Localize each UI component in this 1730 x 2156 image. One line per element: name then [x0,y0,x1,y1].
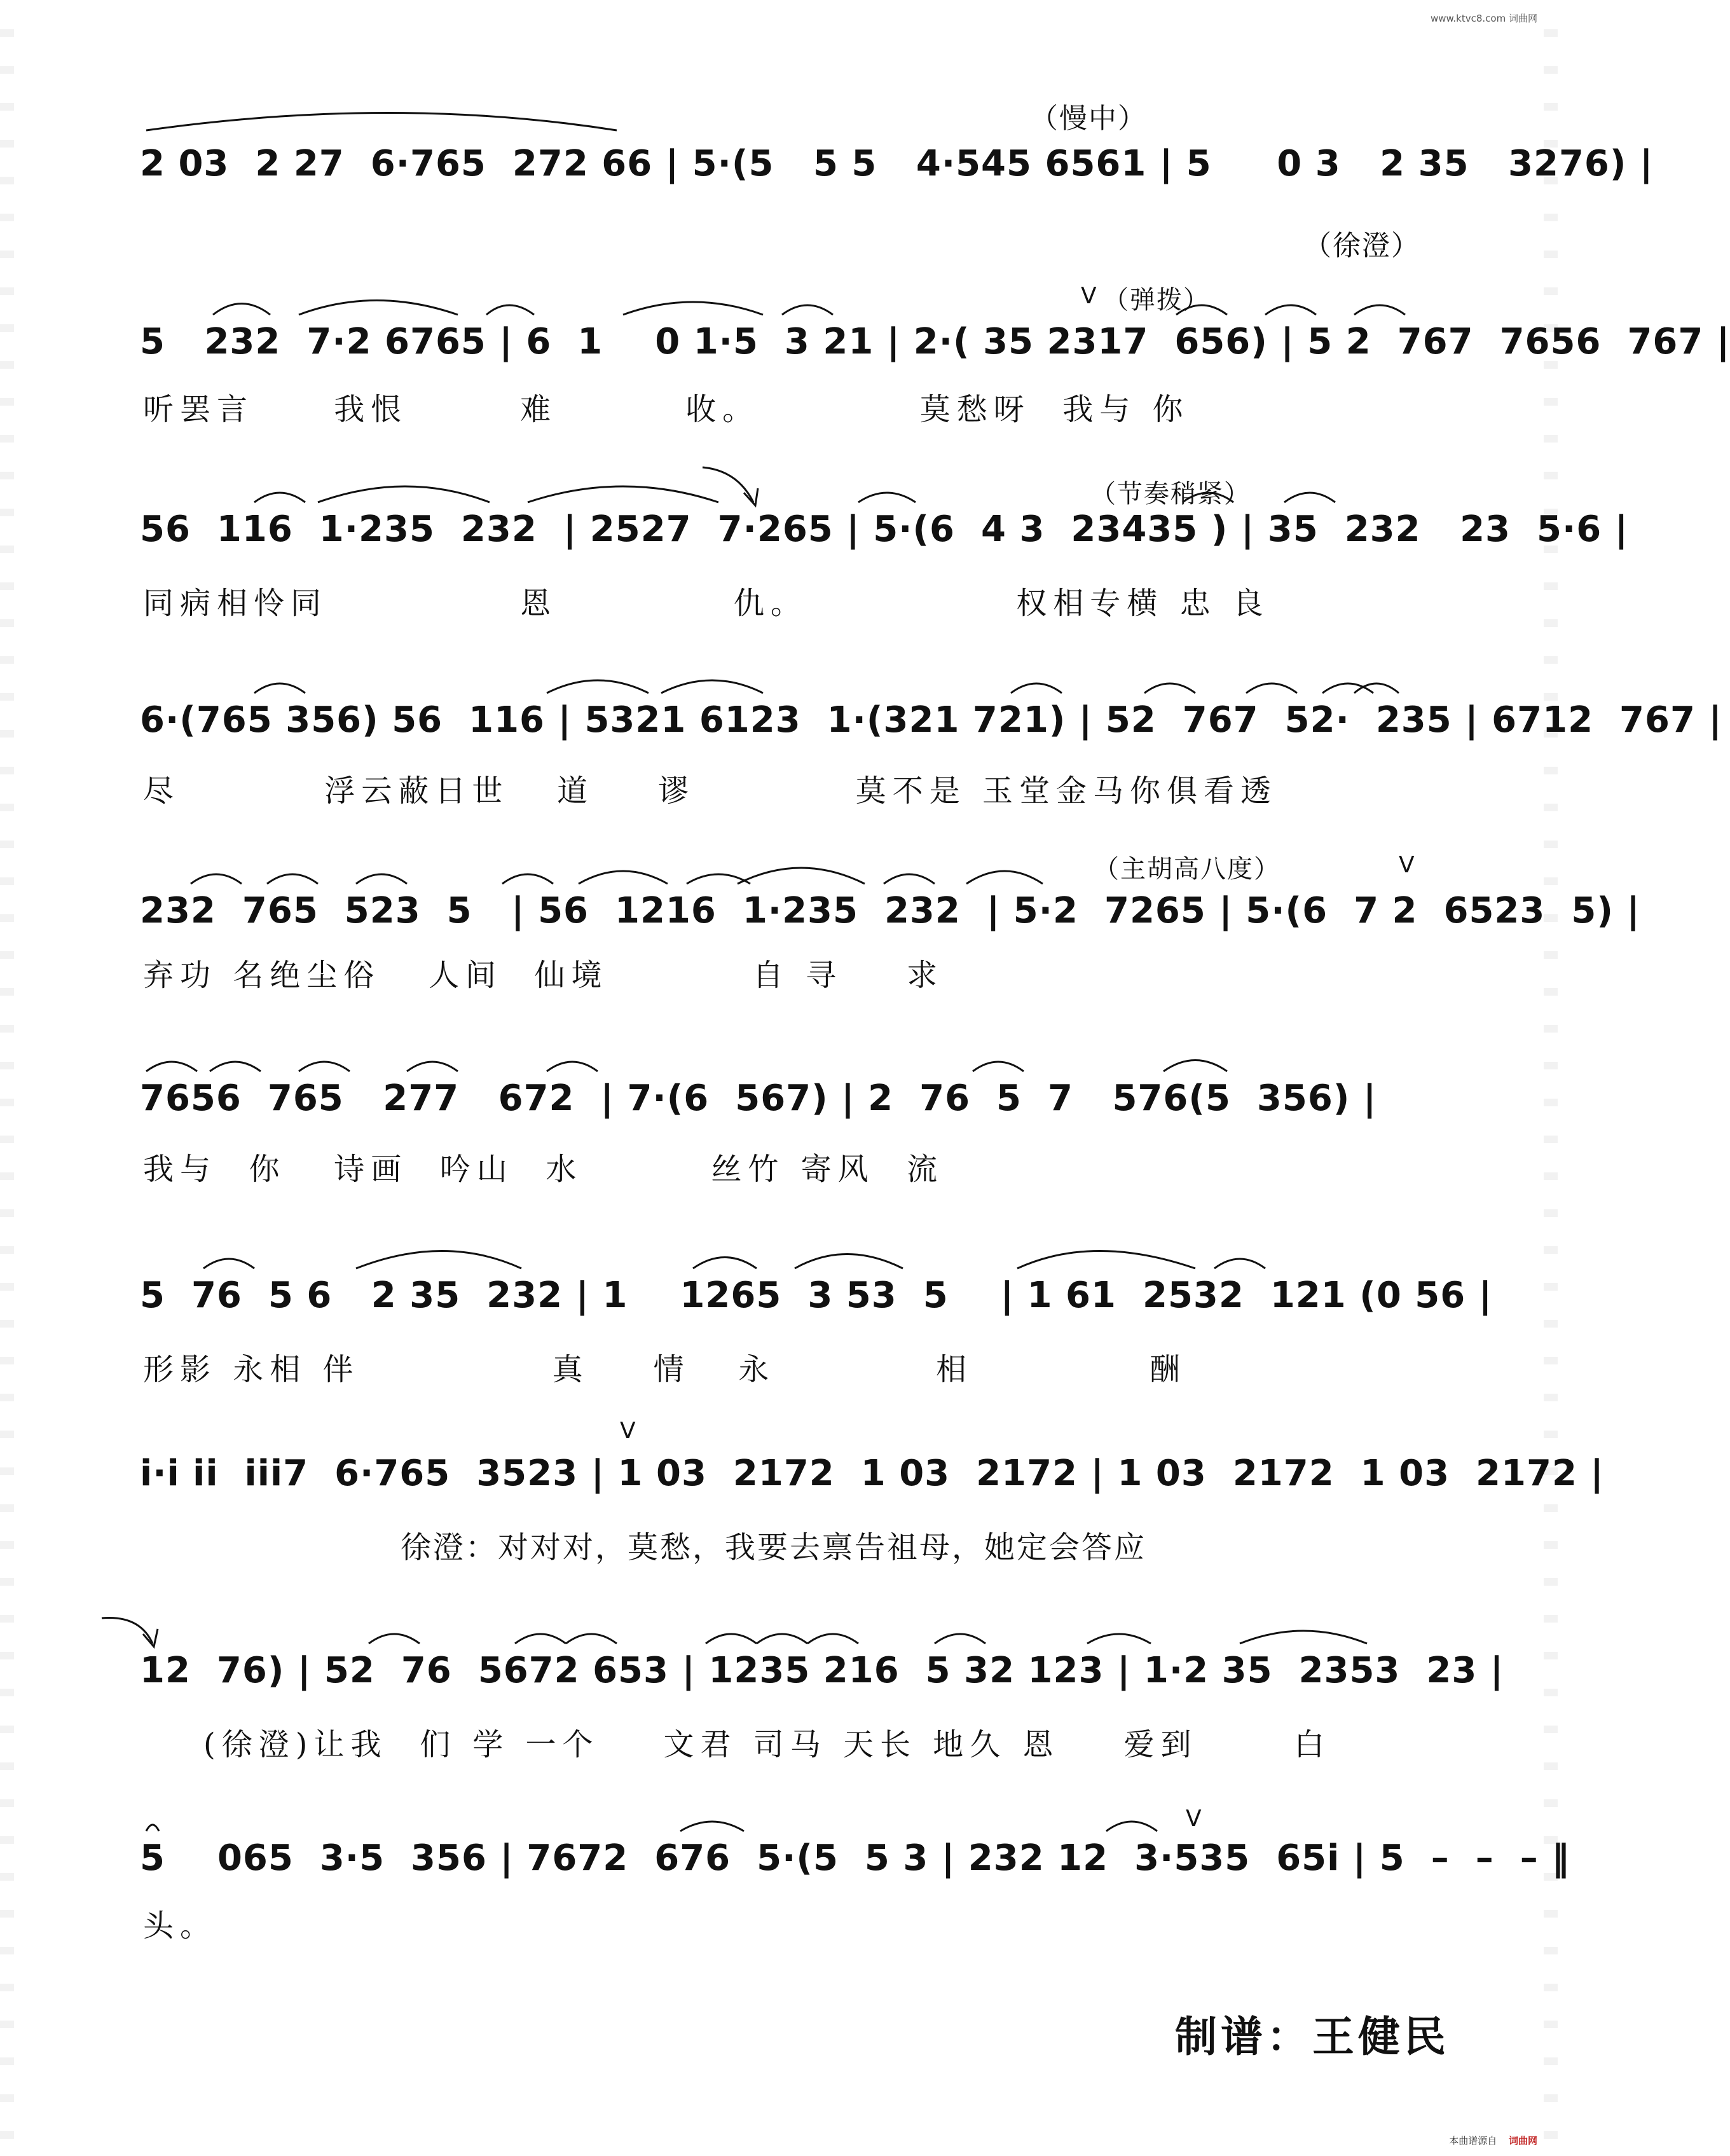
slur-arc [547,1062,598,1071]
slur-arc [210,1062,261,1071]
notation-line-3: 56 116 1·235 232 | 2527 7·265 | 5·(6 4 3 23435 ) | 35 232 23 5·6 | [140,509,1629,550]
slur-arc [515,1634,566,1644]
slur-arc [738,868,865,884]
slur-arc [680,1822,744,1831]
slur-arc [203,1259,254,1268]
lyric-line-2: 听罢言 我恨 难 收。 莫愁呀 我与 你 [143,392,1190,427]
slur-arc [623,302,763,315]
notation-line-5: 232 765 523 5 | 56 1216 1·235 232 | 5·2 7265 | 5·(6 7 2 6523 5) | [140,890,1640,931]
slur-arc [486,305,534,315]
lyric-line-3: 同病相怜同 恩 仇。 权相专横 忠 良 [143,586,1270,621]
slur-arc [254,493,305,502]
notation-line-6: 7656 765 277 672 | 7·(6 567) | 2 76 5 7 576(5 356) | [140,1078,1377,1119]
tempo-marking-tighter: （节奏稍紧） [1090,479,1251,509]
slur-arc [254,683,305,693]
transcriber-credit: 制谱：王健民 [1175,2012,1450,2061]
slur-arc [1265,305,1316,315]
slur-arc [356,1251,521,1269]
breath-mark: V [1186,1806,1203,1832]
slur-arc [356,874,407,884]
slur-arc [1354,683,1399,693]
lyric-line-7: 形影 永相 伴 真 情 永 相 酬 [143,1352,1186,1387]
slur-arc [1144,683,1195,693]
slur-arc [782,305,833,315]
arrow-marks [102,467,758,1647]
slur-arc [1176,305,1227,315]
watermark-url: www.ktvc8.com [1430,13,1506,24]
slur-arc [1164,1061,1227,1072]
slur-arc [146,113,617,131]
slur-arc [267,874,318,884]
slur-arc [547,680,649,693]
slur-arc [299,1062,350,1071]
slur-arc [807,1634,858,1644]
slur-arc [191,874,242,884]
notation-line-9: 12 76) | 52 76 5672 653 | 1235 216 5 32 123 | 1·2 35 2353 23 | [140,1650,1504,1691]
slur-arc [1087,1634,1151,1644]
slur-arc [369,1634,420,1644]
tempo-marking-slow: （慢中） [1030,102,1147,135]
footer-source-text: 本曲谱源自 [1449,2135,1497,2146]
slur-arc [858,493,916,502]
lyric-line-5: 弃功 名绝尘俗 人间 仙境 自 寻 求 [143,958,944,993]
slur-arc [1106,1822,1157,1831]
lyric-line-6: 我与 你 诗画 吟山 水 丝竹 寄风 流 [143,1151,944,1187]
instrument-marking-erhu-octave: （主胡高八度） [1094,855,1280,884]
slur-arc [146,1825,159,1831]
breath-mark: V [1399,852,1416,878]
slur-arc [1354,305,1405,315]
role-marking-xucheng: （徐澄） [1303,230,1420,262]
footer-source [1449,2134,1537,2147]
watermark-site: 词曲网 [1508,13,1537,24]
slur-arc [966,871,1043,884]
spoken-dialogue-line: 徐澄：对对对，莫愁，我要去禀告祖母，她定会答应 [401,1530,1147,1565]
lyric-line-4: 尽 浮云蔽日世 道 谬 莫不是 玉堂金马你俱看透 [143,773,1277,809]
slur-arc [757,1634,807,1644]
slur-arc [1017,1251,1195,1269]
footer-site-name: 词曲网 [1508,2135,1537,2146]
notation-line-4: 6·(765 356) 56 116 | 5321 6123 1·(321 721) | 52 767 52· 235 | 6712 767 | [140,699,1722,741]
notation-line-10: 5 065 3·5 356 | 7672 676 5·(5 5 3 | 232 12 3·535 65i | 5 – – – ‖ [140,1837,1570,1879]
slur-arc [318,486,490,502]
slur-arc [973,1062,1024,1071]
slur-arc [566,1634,617,1644]
slur-arc [935,1634,985,1644]
notation-line-1: 2 03 2 27 6·765 272 66 | 5·(5 5 5 4·545 6561 | 5 0 3 2 35 3276) | [140,143,1654,184]
lyric-line-10: 头。 [143,1908,217,1944]
lyric-line-9: (徐澄)让我 们 学 一个 文君 司马 天长 地久 恩 爱到 白 [203,1727,1331,1762]
slur-arc [706,1634,757,1644]
breath-mark: V [1081,283,1098,309]
notation-line-8: i·i ii iii7 6·765 3523 | 1 03 2172 1 03 2172 | 1 03 2172 1 03 2172 | [140,1453,1604,1494]
slur-arc [528,486,718,502]
breath-mark: V [620,1418,637,1444]
slur-arc [1214,1259,1265,1268]
slur-arc [1183,493,1233,502]
slur-arc [502,874,553,884]
slur-arc [146,1062,197,1071]
slur-arc [1246,683,1297,693]
arrow-curve [703,467,753,502]
slur-arc [213,304,270,315]
slur-arc [299,301,458,315]
slur-arc [1284,493,1335,502]
arrow-curve [102,1618,153,1644]
slur-arc [1240,1631,1367,1644]
slur-arc [407,1062,458,1071]
slur-arc [1011,683,1062,693]
slur-arc [884,874,935,884]
slur-arc [661,680,763,693]
notation-line-7: 5 76 5 6 2 35 232 | 1 1265 3 53 5 | 1 61 2532 121 (0 56 | [140,1275,1493,1316]
slur-arc [579,871,668,884]
slur-arc [795,1254,903,1269]
slur-arc [693,1258,757,1269]
instrument-marking-plucked: （弹拨） [1103,285,1210,315]
notation-line-2: 5 232 7·2 6765 | 6 1 0 1·5 3 21 | 2·( 35 2317 656) | 5 2 767 7656 767 | [140,321,1730,362]
